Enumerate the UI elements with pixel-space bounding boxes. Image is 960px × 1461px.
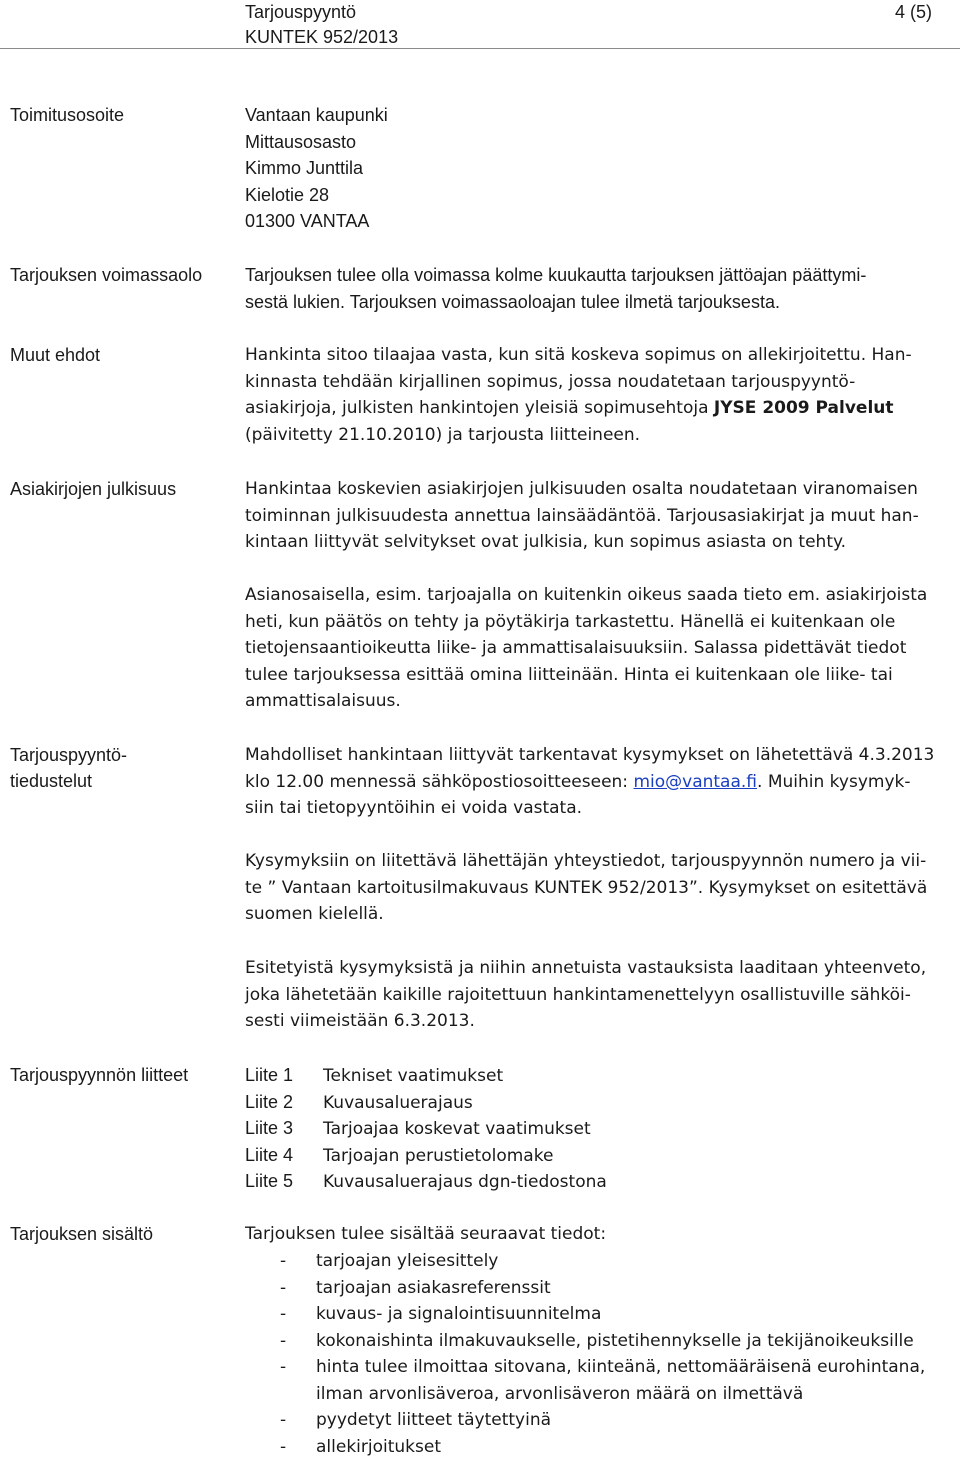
list-item [280,1407,960,1434]
attachment-row [245,1089,607,1116]
list-item [280,1248,960,1275]
text-line: (päivitetty 21.10.2010) ja tarjousta liitteineen. [245,424,641,445]
text-line: toiminnan julkisuudesta annettua lainsäädäntöä. Tarjousasiakirjat ja muut han- [245,505,919,526]
contract-terms-name: JYSE 2009 Palvelut [713,398,894,418]
publicity-label: Asiakirjojen julkisuus [10,479,177,499]
attachment-number: Liite 5 [245,1171,294,1191]
text-line: te ” Vantaan kartoitusilmakuvaus KUNTEK 952/2013”. Kysymykset on esitettävä [245,877,928,898]
page-number: 4 (5) [895,2,933,22]
text-line: Kysymyksiin on liitettävä lähettäjän yhteystiedot, tarjouspyynnön numero ja vii- [245,851,927,871]
bullet-dash: - [280,1304,287,1324]
attachment-row [245,1142,607,1169]
contents-list [280,1248,960,1460]
inquiries-label [10,742,127,794]
list-item-text: tarjoajan yleisesittely [316,1251,499,1271]
document-header [245,0,398,50]
text-line: ammattisalaisuus. [245,691,401,711]
other-terms-label: Muut ehdot [10,345,101,365]
text-line: tietojensaantioikeutta liike- ja ammattisalaisuuksiin. Salassa pidettävät tiedot [245,638,907,658]
text-line: Tarjouksen tulee olla voimassa kolme kuukautta tarjouksen jättöajan päättymi- [245,265,867,285]
list-item-text: hinta tulee ilmoittaa sitovana, kiinteänä, nettomääräisenä eurohintana, [316,1357,926,1377]
bullet-dash: - [280,1277,287,1298]
attachment-name: Kuvausaluerajaus [323,1092,473,1113]
text-segment: klo 12.00 mennessä sähköpostiosoitteeseen: [245,771,634,792]
validity-label: Tarjouksen voimassaolo [10,265,203,285]
document-type: Tarjouspyyntö [245,2,357,22]
bullet-dash: - [280,1357,287,1377]
attachment-number: Liite 4 [245,1144,294,1165]
inquiries-paragraph-3 [245,955,957,1035]
text-line: Hankintaa koskevien asiakirjojen julkisuuden osalta noudatetaan viranomaisen [245,479,918,499]
publicity-paragraph-2 [245,582,957,715]
list-item-text: kokonaishinta ilmakuvaukselle, pistetihennykselle ja tekijänoikeuksille [316,1330,914,1351]
list-item-text: allekirjoitukset [316,1436,441,1457]
contents-label: Tarjouksen sisältö [10,1224,154,1244]
list-item [280,1275,960,1302]
list-item [280,1434,960,1461]
list-item-text-continued: ilman arvonlisäveroa, arvonlisäveron määrä on ilmettävä [316,1383,804,1404]
text-line: Esitetyistä kysymyksistä ja niihin annetuista vastauksista laaditaan yhteenveto, [245,958,927,978]
text-line: sestä lukien. Tarjouksen voimassaoloajan tulee ilmetä tarjouksesta. [245,291,780,312]
attachment-row [245,1062,607,1089]
bullet-dash: - [280,1410,287,1430]
text-line: heti, kun päätös on tehty ja pöytäkirja tarkastettu. Hänellä ei kuitenkaan ole [245,611,896,632]
delivery-address [245,102,957,235]
bullet-dash: - [280,1436,287,1457]
attachment-row [245,1115,607,1142]
text-line: tulee tarjouksessa esittää omina liitteinään. Hinta ei kuitenkaan ole liike- tai [245,664,893,685]
header-divider [0,48,960,49]
attachment-name: Kuvausaluerajaus dgn-tiedostona [323,1172,607,1192]
inquiries-paragraph-2 [245,848,957,928]
text-line: Hankinta sitoo tilaajaa vasta, kun sitä koskeva sopimus on allekirjoitettu. Han- [245,345,912,365]
validity-text [245,262,957,315]
attachments-list [245,1062,607,1195]
text-line: suomen kielellä. [245,904,384,924]
delivery-address-label: Toimitusosoite [10,105,125,125]
bullet-dash: - [280,1330,287,1351]
bullet-dash: - [280,1251,287,1271]
attachment-row [245,1168,607,1195]
text-line [245,395,957,422]
text-segment: asiakirjoja, julkisten hankintojen yleisiä sopimusehtoja [245,398,714,418]
attachment-name: Tarjoajan perustietolomake [323,1145,554,1166]
text-line [245,769,957,796]
attachment-number: Liite 2 [245,1091,294,1112]
document-id: KUNTEK 952/2013 [245,27,399,47]
attachments-label: Tarjouspyynnön liitteet [10,1065,189,1085]
address-line: Mittausosasto [245,131,357,152]
contents-intro: Tarjouksen tulee sisältää seuraavat tiedot: [245,1224,607,1244]
text-line: kinnasta tehdään kirjallinen sopimus, jossa noudatetaan tarjouspyyntö- [245,371,856,392]
text-line: Mahdolliset hankintaan liittyvät tarkentavat kysymykset on lähetettävä 4.3.2013 [245,745,935,765]
label-line: Tarjouspyyntö- [10,745,128,765]
text-segment: . Muihin kysymyk- [757,771,911,792]
address-line: Kielotie 28 [245,184,330,205]
attachment-name: Tekniset vaatimukset [323,1066,504,1086]
list-item [280,1328,960,1355]
inquiries-paragraph-1 [245,742,957,822]
attachment-number: Liite 3 [245,1118,294,1138]
text-line: siin tai tietopyyntöihin ei voida vastata. [245,798,583,818]
text-line: sesti viimeistään 6.3.2013. [245,1011,475,1031]
text-line: joka lähetetään kaikille rajoitettuun hankintamenettelyyn osallistuville sähköi- [245,984,911,1005]
other-terms-text [245,342,957,448]
text-line: kintaan liittyvät selvitykset ovat julkisia, kun sopimus asiasta on tehty. [245,532,847,552]
email-link[interactable]: mio@vantaa.fi [633,771,758,792]
list-item [280,1354,960,1407]
list-item-text: tarjoajan asiakasreferenssit [316,1277,551,1298]
publicity-paragraph-1 [245,476,957,556]
attachment-number: Liite 1 [245,1065,294,1085]
label-line: tiedustelut [10,771,93,791]
address-line: 01300 VANTAA [245,211,370,231]
list-item-text: pyydetyt liitteet täytettyinä [316,1410,552,1430]
text-line: Asianosaisella, esim. tarjoajalla on kuitenkin oikeus saada tieto em. asiakirjoista [245,585,928,605]
list-item-text: kuvaus- ja signalointisuunnitelma [316,1304,602,1324]
address-line: Vantaan kaupunki [245,105,388,125]
list-item [280,1301,960,1328]
address-line: Kimmo Junttila [245,158,364,178]
attachment-name: Tarjoajaa koskevat vaatimukset [323,1119,591,1139]
